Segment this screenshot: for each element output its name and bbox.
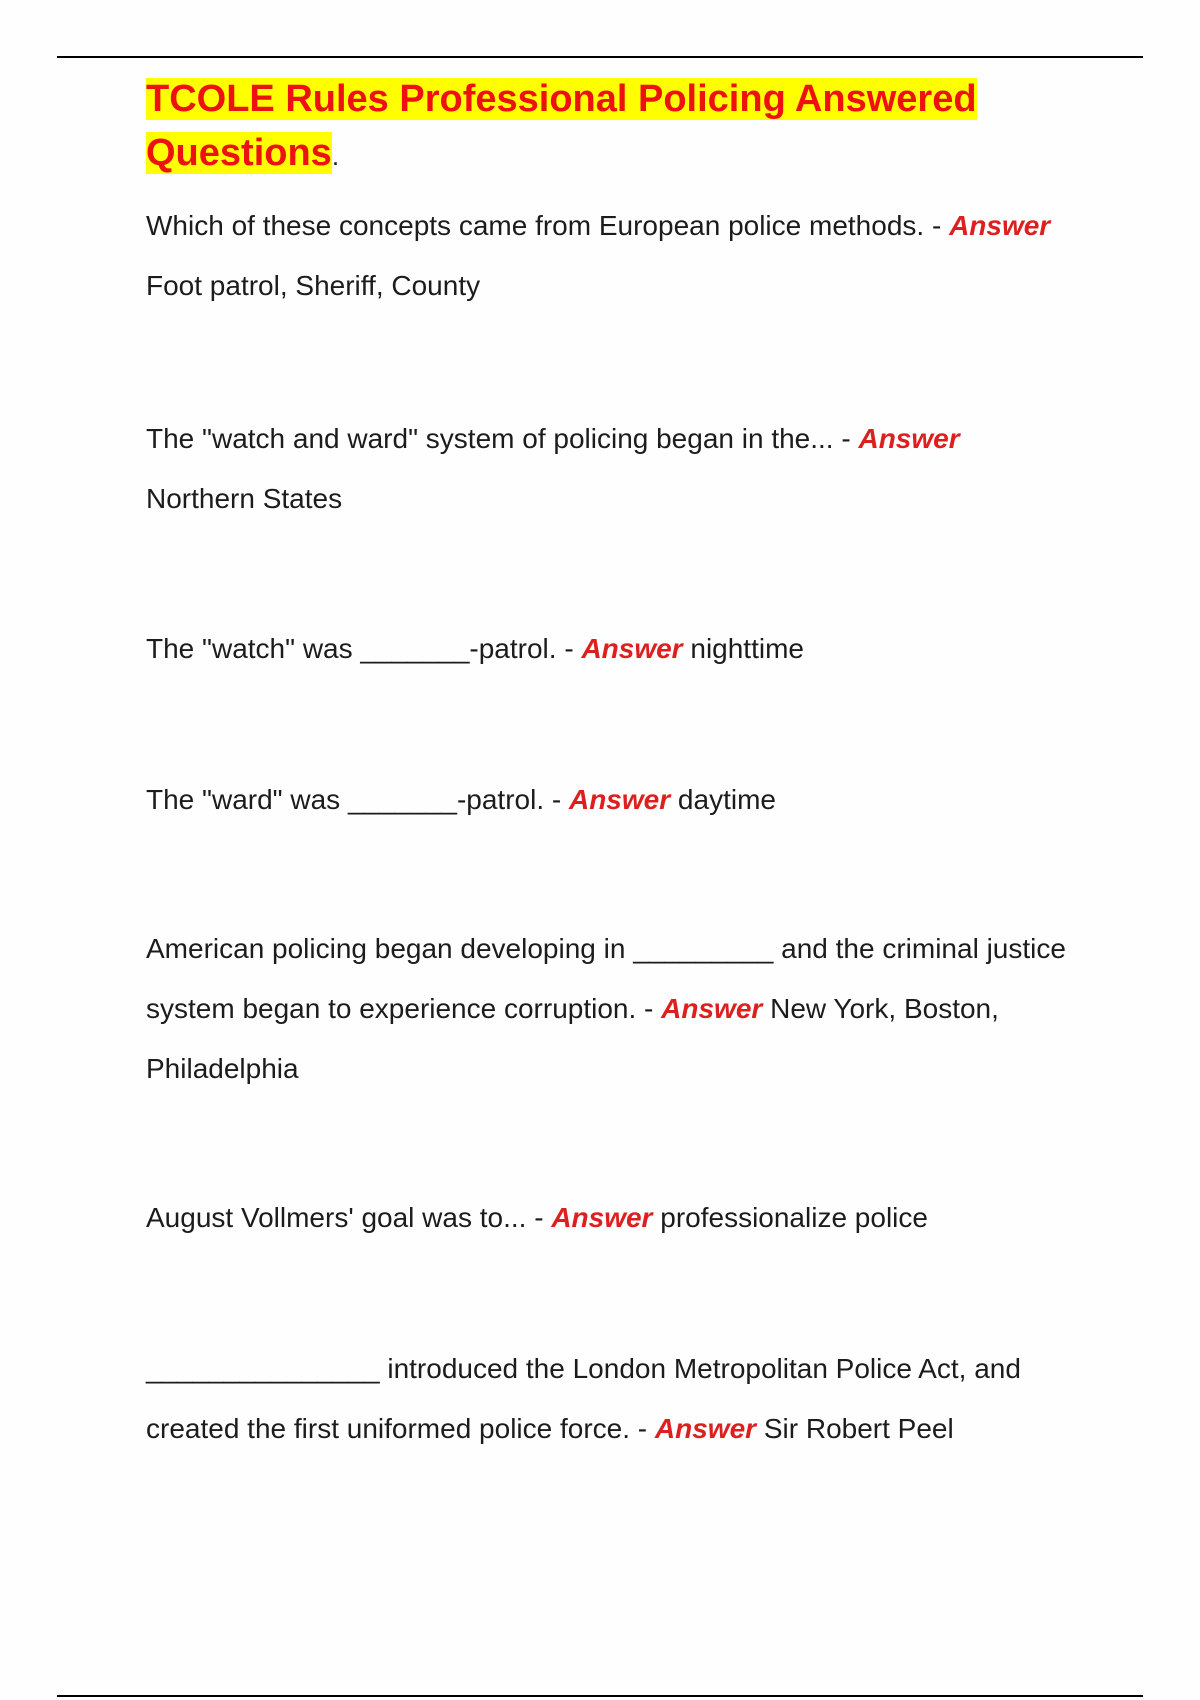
question-text: The "watch" was _______-patrol. -: [146, 633, 582, 664]
question-text: _______________ introduced the London Metropolitan Police Act, and created the first uniformed police force. -: [146, 1353, 1021, 1444]
answer-text: New York, Boston, Philadelphia: [146, 993, 999, 1084]
header-rule: [57, 56, 1143, 58]
answer-text: Sir Robert Peel: [756, 1413, 954, 1444]
answer-text: Foot patrol, Sheriff, County: [146, 270, 481, 301]
answer-text: Northern States: [146, 483, 343, 514]
answer-text: professionalize police: [652, 1202, 928, 1233]
answer-label: Answer: [581, 633, 683, 664]
question-text: Which of these concepts came from European police methods. -: [146, 210, 950, 241]
question-text: The "ward" was _______-patrol. -: [146, 784, 569, 815]
title-text: TCOLE Rules Professional Policing Answered Questions: [146, 78, 977, 174]
qa-item: [146, 1188, 1066, 1248]
qa-item: [146, 1339, 1066, 1459]
answer-text: daytime: [670, 784, 776, 815]
question-text: August Vollmers' goal was to... -: [146, 1202, 552, 1233]
qa-item: [146, 619, 1066, 679]
answer-text: nighttime: [682, 633, 804, 664]
answer-label: Answer: [568, 784, 671, 815]
answer-label: Answer: [949, 210, 1051, 241]
question-text: The "watch and ward" system of policing began in the... -: [146, 423, 859, 454]
document-title: [146, 72, 1066, 183]
footer-rule: [57, 1695, 1143, 1697]
document-header: [146, 72, 1066, 183]
answer-label: Answer: [551, 1202, 653, 1233]
title-suffix: .: [331, 141, 340, 171]
question-text: American policing began developing in _________ and the criminal justice system began to experience corruption. -: [146, 933, 1066, 1024]
qa-item: [146, 919, 1066, 1099]
answer-label: Answer: [654, 1413, 757, 1444]
qa-item: [146, 196, 1066, 316]
qa-item: [146, 409, 1066, 529]
answer-label: Answer: [858, 423, 960, 454]
qa-item: [146, 770, 1066, 830]
answer-label: Answer: [661, 993, 763, 1024]
